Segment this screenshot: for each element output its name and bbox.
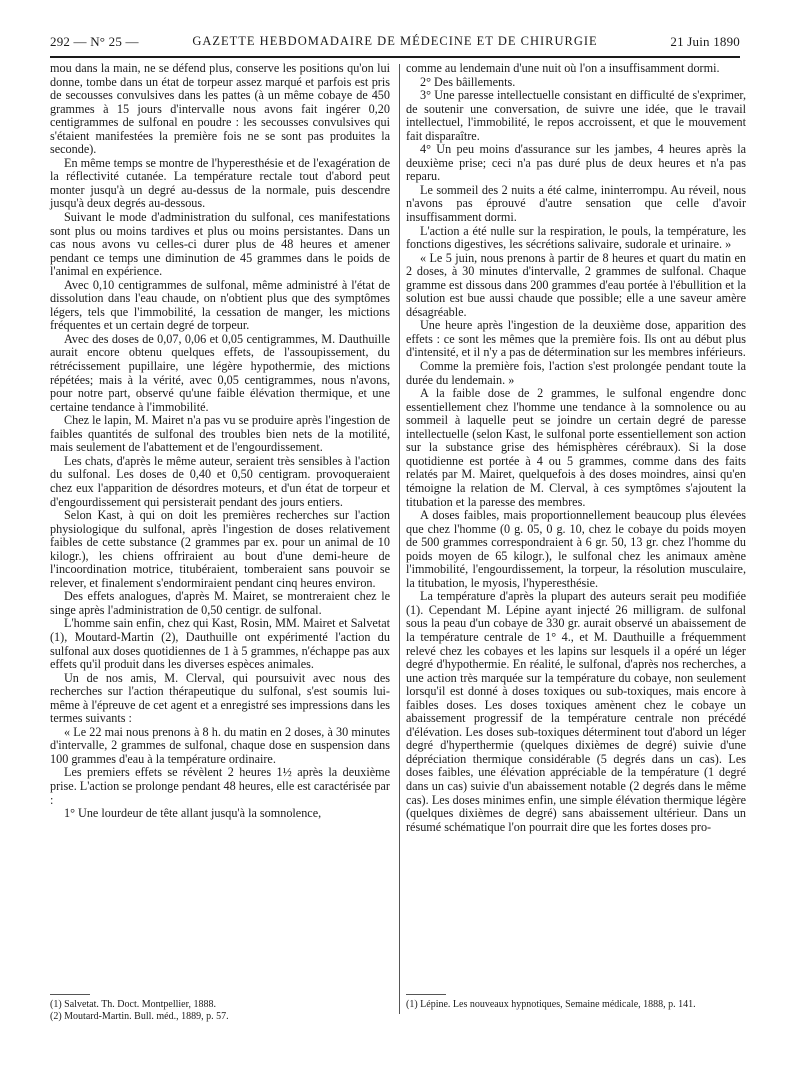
footnote: (1) Salvetat. Th. Doct. Montpellier, 1888. [50, 999, 217, 1010]
paragraph: Comme la première fois, l'action s'est prolongée pendant toute la durée du lendemain. » [406, 359, 746, 387]
paragraph: Un de nos amis, M. Clerval, qui poursuivit avec nous des recherches sur l'action thérapeutique du sulfonal, s'est soumis lui-même à l'épreuve de cet agent et a enregistré ses impressions dans les termes suivants : [50, 670, 390, 726]
footnote: (2) Moutard-Martin. Bull. méd., 1889, p. 57. [50, 1010, 229, 1022]
paragraph: Avec des doses de 0,07, 0,06 et 0,05 centigrammes, M. Dauthuille aurait encore obtenu quelques effets, de l'assoupissement, du rétrécissement pupillaire, une légère hypothermie, des mictions répétées; mais à la vérité, avec 0,05 centigrammes, nous n'avons, pour notre part, observé qu'une faible élévation thermique, et une certaine tendance à l'immobilité. [50, 331, 390, 414]
paragraph: Les premiers effets se révèlent 2 heures 1½ après la deuxième prise. L'action se prolonge pendant 48 heures, elle est caractérisée par : [50, 765, 390, 807]
paragraph: L'homme sain enfin, chez qui Kast, Rosin, MM. Mairet et Salvetat (1), Moutard-Martin (2), Dauthuille ont expérimenté l'action du sulfonal aux doses quotidiennes de 1 à 5 grammes, n'échappe pas aux effets qu'il produit dans les diverses espèces animales. [50, 616, 390, 672]
right-column [406, 62, 746, 834]
paragraph: « Le 22 mai nous prenons à 8 h. du matin en 2 doses, à 30 minutes d'intervalle, 2 grammes de sulfonal, chaque dose en suspension dans 100 grammes d'eau à la température ordinaire. [50, 724, 390, 766]
page-number: 292 — N° 25 — [50, 34, 139, 49]
paragraph: A doses faibles, mais proportionnellement beaucoup plus élevées que chez l'homme (0 g. 05, 0 g. 10, chez le cobaye du poids moyen de 500 grammes correspondraient à 6 gr. 50, 13 gr. chez l'homme du poids moyen de 65 kilogr.), le sulfonal chez les animaux amène l'immobilité, l'engourdissement, la torpeur, la résolution musculaire, la titubation, le myosis, l'hyperesthésie. [406, 508, 746, 590]
paragraph: L'action a été nulle sur la respiration, le pouls, la température, les fonctions digestives, les sécrétions salivaire, sudorale et urinaire. » [406, 223, 746, 252]
paragraph: Le sommeil des 2 nuits a été calme, ininterrompu. Au réveil, nous n'avons pas éprouvé d'autre sensation que celle d'avoir insuffisamment dormi. [406, 182, 746, 225]
left-column [50, 62, 390, 821]
paragraph: La température d'après la plupart des auteurs serait peu modifiée (1). Cependant M. Lépine ayant injecté 26 milligram. de sulfonal sous la peau d'un cobaye de 330 gr. aurait observé un abaissement de la température centrale de 1° 4., et M. Dauthuille a fréquemment relevé chez les cobayes et les lapins sur lesquels il a opéré un léger degré d'hypothermie. En réalité, le sulfonal, d'après nos recherches, a une action très marquée sur la température du cobaye, non seulement lorsqu'il est donné à doses toxiques ou sub-toxiques, mais encore à faibles doses. Les doses toxiques amènent chez le cobaye un abaissement progressif de la température centrale non précédé d'élévation. Les doses sub-toxiques déterminent tout d'abord un léger degré d'hyperthermie (quelques dixièmes de degré) suivie d'une dépréciation thermique considérable (5 degrés dans un cas). Les doses faibles, une élévation appréciable de la température (1 degré dans un cas) suivie d'un abaissement notable (2 degrés dans le même cas). Les doses minimes enfin, une simple élévation thermique légère (quelques dixièmes de degré) sans abaissement ultérieur. Dans un résumé schématique l'on pourrait dire que les fortes doses pro- [406, 589, 746, 834]
header-rule [50, 56, 740, 58]
paragraph: « Le 5 juin, nous prenons à partir de 8 heures et quart du matin en 2 doses, à 30 minutes d'intervalle, 2 grammes de sulfonal. Chaque gramme est dissous dans 200 grammes d'eau portée à l'ébullition et la solution est bue aussi chaude que possible; elle a une saveur amère désagréable. [406, 250, 746, 319]
paragraph: Suivant le mode d'administration du sulfonal, ces manifestations sont plus ou moins tardives et plus ou moins persistantes. Dans un cas nous avons vu celles-ci durer plus de 48 heures et amener pendant ce temps une diminution de 45 grammes dans le poids de l'animal en expérience. [50, 210, 390, 279]
paragraph: Selon Kast, à qui on doit les premières recherches sur l'action physiologique du sulfonal, après l'ingestion de doses relativement faibles de cette substance (2 grammes par ex. pour un animal de 10 kilogr.), les chiens offriraient au bout d'une demi-heure de l'incoordination motrice, titubéraient, tomberaient sans pouvoir se relever, et finalement s'endormiraient pendant cinq heures environ. [50, 508, 390, 590]
paragraph: Avec 0,10 centigrammes de sulfonal, même administré à l'état de dissolution dans l'eau chaude, on n'obtient plus que des symptômes légers, tels que l'immobilité, la cessation de manger, les mictions fréquentes et un certain degré de torpeur. [50, 277, 390, 333]
footnote-rule [406, 994, 446, 995]
issue-date: 21 Juin 1890 [670, 34, 740, 49]
journal-title: GAZETTE HEBDOMADAIRE DE MÉDECINE ET DE CHIRURGIE [192, 34, 598, 48]
paragraph: Chez le lapin, M. Mairet n'a pas vu se produire après l'ingestion de faibles quantités de sulfonal des troubles bien nets de la motilité, mais seulement de l'abattement et de l'engourdissement. [50, 413, 390, 455]
footnote: (1) Lépine. Les nouveaux hypnotiques, Semaine médicale, 1888, p. 141. [406, 999, 696, 1010]
paragraph: En même temps se montre de l'hyperesthésie et de l'exagération de la réflectivité cutanée. La température rectale tout d'abord peut monter jusqu'à un degré au-dessus de la normale, puis descendre jusqu'à deux degrés au-dessous. [50, 155, 390, 211]
footnote-rule [50, 994, 90, 995]
paragraph: 2° Des bâillements. [420, 74, 516, 89]
right-footnotes [406, 994, 746, 1011]
paragraph: comme au lendemain d'une nuit où l'on a insuffisamment dormi. [406, 61, 720, 75]
paragraph: 4° Un peu moins d'assurance sur les jambes, 4 heures après la deuxième prise; ceci n'a pas duré plus de deux heures et n'a pas reparu. [406, 142, 746, 184]
left-footnotes [50, 994, 390, 1022]
paragraph: Des effets analogues, d'après M. Mairet, se montreraient chez le singe après l'administration de 0,50 centigr. de sulfonal. [50, 589, 390, 617]
paragraph: Une heure après l'ingestion de la deuxième dose, apparition des effets : ce sont les mêmes que la première fois. Ils ont au début plus d'intensité, et il n'y a pas de détermination sur les membres inférieurs. [406, 318, 746, 360]
paragraph: 3° Une paresse intellectuelle consistant en difficulté de s'exprimer, de soutenir une conversation, de suivre une idée, que le travail intellectuel, l'immobilité, le repos accroissent, et que le mouvement fait disparaître. [406, 88, 746, 143]
column-divider [399, 64, 400, 1014]
paragraph: A la faible dose de 2 grammes, le sulfonal engendre donc essentiellement chez l'homme une tendance à la somnolence ou au sommeil à laquelle peut se joindre un certain degré de paresse intellectuelle (selon Kast, le sulfonal porte essentiellement son action sur la substance grise des hémisphères cérébraux). Si la dose quotidienne est portée à 4 ou 5 grammes, comme dans des faits relatés par M. Mairet, quelquefois à des doses moindres, ainsi qu'en témoigne la relation de M. Clerval, à ces symptômes s'ajoutent la titubation et la paresse des membres. [406, 386, 746, 509]
running-header [50, 34, 740, 54]
paragraph: 1° Une lourdeur de tête allant jusqu'à la somnolence, [64, 806, 322, 821]
paragraph: Les chats, d'après le même auteur, seraient très sensibles à l'action du sulfonal. Les doses de 0,40 et 0,50 centigram. provoqueraient chez eux l'apparition de désordres moteurs, et d'un état de torpeur et d'engourdissement qui persisterait pendant des jours entiers. [50, 453, 390, 509]
paragraph: mou dans la main, ne se défend plus, conserve les positions qu'on lui donne, tombe dans un état de torpeur assez marqué et parfois est pris de secousses convulsives dans les pattes (à un même cobaye de 450 grammes à 15 jours d'intervalle nous avons fait ingérer 0,20 centigrammes de sulfonal en poudre : les secousses convulsives qui s'étaient manifestées la première fois ne se sont pas produites la seconde). [50, 61, 390, 157]
